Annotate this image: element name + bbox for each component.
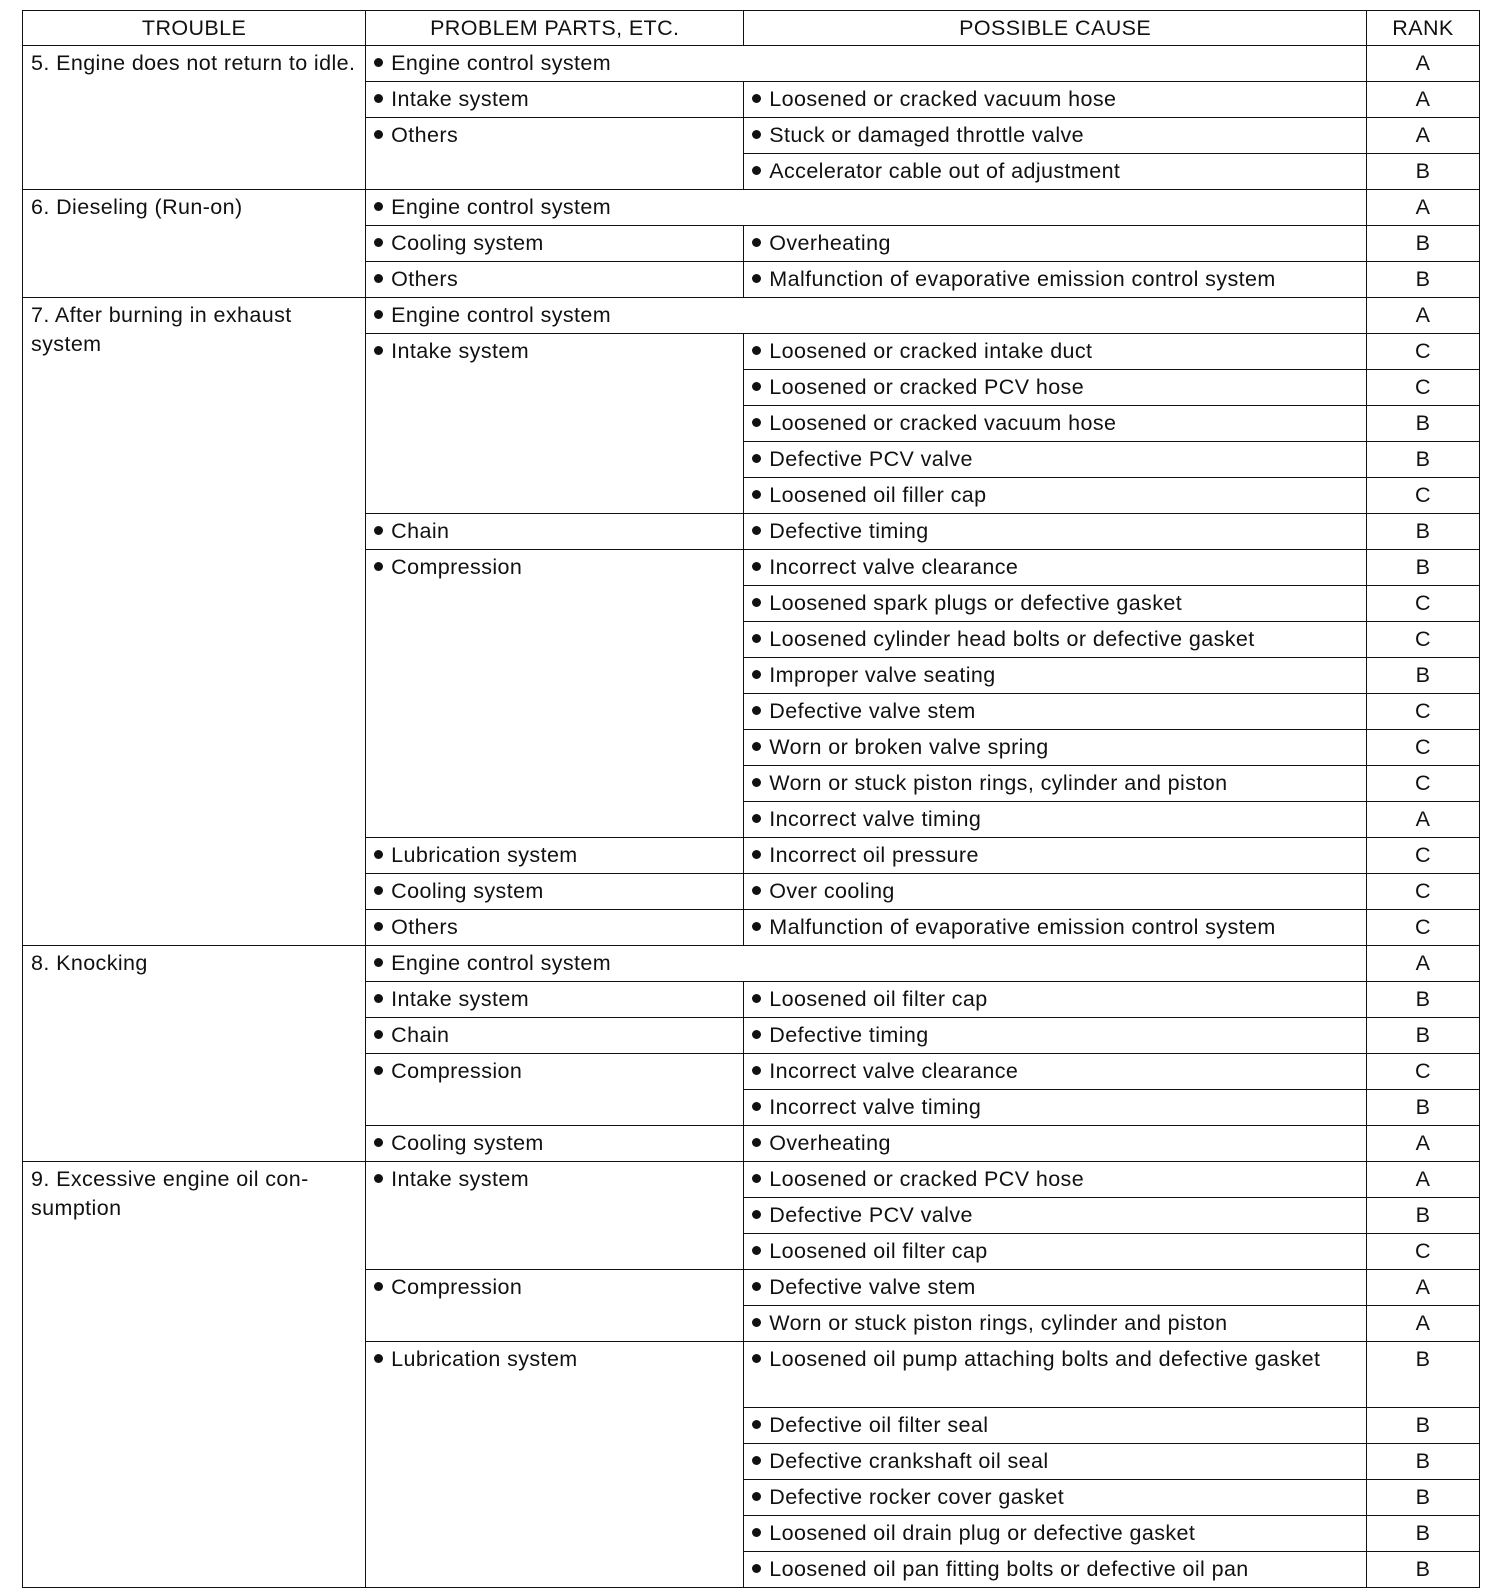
possible-cause-cell — [744, 406, 1367, 442]
rank-cell: B — [1366, 1342, 1479, 1408]
bullet-icon — [752, 1138, 761, 1147]
trouble-cell: 9. Excessive engine oil con-sumption — [23, 1162, 366, 1588]
bullet-icon — [752, 1456, 761, 1465]
rank-cell: B — [1366, 1408, 1479, 1444]
bullet-icon — [374, 1354, 383, 1363]
possible-cause-label: Incorrect valve timing — [769, 1095, 982, 1119]
bullet-icon — [374, 850, 383, 859]
bullet-icon — [752, 1528, 761, 1537]
bullet-icon — [752, 1318, 761, 1327]
rank-cell: A — [1366, 1126, 1479, 1162]
possible-cause-label: Loosened oil filter cap — [769, 1239, 988, 1263]
possible-cause-label: Loosened or cracked vacuum hose — [769, 87, 1117, 111]
possible-cause-cell — [744, 1018, 1367, 1054]
problem-part-label: Intake system — [391, 1167, 530, 1191]
bullet-icon — [752, 418, 761, 427]
header-trouble: TROUBLE — [23, 11, 366, 46]
problem-part-label: Cooling system — [391, 879, 544, 903]
problem-part-cell — [366, 298, 1367, 334]
bullet-icon — [752, 1420, 761, 1429]
problem-part-label: Compression — [391, 1275, 523, 1299]
possible-cause-label: Defective oil filter seal — [769, 1413, 989, 1437]
bullet-icon — [752, 382, 761, 391]
possible-cause-label: Loosened or cracked PCV hose — [769, 1167, 1085, 1191]
possible-cause-label: Defective PCV valve — [769, 1203, 973, 1227]
rank-cell: A — [1366, 946, 1479, 982]
rank-cell: C — [1366, 1234, 1479, 1270]
possible-cause-cell — [744, 622, 1367, 658]
bullet-icon — [752, 670, 761, 679]
bullet-icon — [752, 1282, 761, 1291]
rank-cell: B — [1366, 442, 1479, 478]
possible-cause-cell — [744, 1306, 1367, 1342]
rank-cell: B — [1366, 982, 1479, 1018]
bullet-icon — [752, 778, 761, 787]
problem-part-label: Engine control system — [391, 951, 612, 975]
possible-cause-label: Loosened oil filter cap — [769, 987, 988, 1011]
problem-part-label: Intake system — [391, 87, 530, 111]
possible-cause-label: Loosened oil pump attaching bolts and defective gasket — [769, 1347, 1321, 1371]
possible-cause-cell — [744, 1444, 1367, 1480]
bullet-icon — [752, 274, 761, 283]
rank-cell: A — [1366, 46, 1479, 82]
bullet-icon — [374, 526, 383, 535]
possible-cause-label: Malfunction of evaporative emission control system — [769, 267, 1276, 291]
header-row — [23, 11, 1480, 46]
problem-part-label: Others — [391, 123, 459, 147]
bullet-icon — [752, 562, 761, 571]
rank-cell: C — [1366, 838, 1479, 874]
possible-cause-cell — [744, 874, 1367, 910]
possible-cause-label: Worn or broken valve spring — [769, 735, 1049, 759]
bullet-icon — [374, 94, 383, 103]
troubleshooting-table — [22, 10, 1480, 1588]
problem-part-cell — [366, 550, 744, 838]
bullet-icon — [374, 922, 383, 931]
problem-part-cell — [366, 262, 744, 298]
trouble-cell: 8. Knocking — [23, 946, 366, 1162]
rank-cell: B — [1366, 550, 1479, 586]
possible-cause-label: Stuck or damaged throttle valve — [769, 123, 1085, 147]
problem-part-cell — [366, 910, 744, 946]
problem-part-cell — [366, 874, 744, 910]
bullet-icon — [752, 526, 761, 535]
bullet-icon — [374, 274, 383, 283]
bullet-icon — [752, 1102, 761, 1111]
bullet-icon — [374, 130, 383, 139]
rank-cell: B — [1366, 1018, 1479, 1054]
bullet-icon — [374, 310, 383, 319]
bullet-icon — [752, 490, 761, 499]
bullet-icon — [752, 1174, 761, 1183]
possible-cause-cell — [744, 118, 1367, 154]
possible-cause-label: Incorrect valve timing — [769, 807, 982, 831]
table-row — [23, 1162, 1480, 1198]
problem-part-cell — [366, 1018, 744, 1054]
possible-cause-label: Defective valve stem — [769, 699, 976, 723]
problem-part-cell — [366, 1054, 744, 1126]
rank-cell: A — [1366, 1162, 1479, 1198]
bullet-icon — [752, 1210, 761, 1219]
bullet-icon — [752, 1354, 761, 1363]
possible-cause-label: Defective rocker cover gasket — [769, 1485, 1065, 1509]
possible-cause-label: Loosened or cracked intake duct — [769, 339, 1093, 363]
possible-cause-cell — [744, 1552, 1367, 1588]
bullet-icon — [374, 1174, 383, 1183]
possible-cause-cell — [744, 1270, 1367, 1306]
bullet-icon — [374, 1066, 383, 1075]
rank-cell: B — [1366, 262, 1479, 298]
possible-cause-cell — [744, 1054, 1367, 1090]
bullet-icon — [752, 742, 761, 751]
problem-part-label: Chain — [391, 1023, 450, 1047]
possible-cause-label: Accelerator cable out of adjustment — [769, 159, 1121, 183]
table-row — [23, 46, 1480, 82]
rank-cell: B — [1366, 1480, 1479, 1516]
rank-cell: B — [1366, 1516, 1479, 1552]
possible-cause-cell — [744, 1090, 1367, 1126]
possible-cause-cell — [744, 1126, 1367, 1162]
possible-cause-cell — [744, 1408, 1367, 1444]
problem-part-label: Lubrication system — [391, 843, 578, 867]
possible-cause-cell — [744, 730, 1367, 766]
rank-cell: B — [1366, 1090, 1479, 1126]
bullet-icon — [374, 994, 383, 1003]
possible-cause-cell — [744, 1342, 1367, 1408]
problem-part-cell — [366, 946, 1367, 982]
trouble-cell: 7. After burning in exhaust system — [23, 298, 366, 946]
possible-cause-cell — [744, 154, 1367, 190]
bullet-icon — [752, 346, 761, 355]
rank-cell: B — [1366, 1552, 1479, 1588]
possible-cause-label: Loosened cylinder head bolts or defective gasket — [769, 627, 1255, 651]
problem-part-cell — [366, 334, 744, 514]
problem-part-cell — [366, 82, 744, 118]
possible-cause-label: Overheating — [769, 1131, 891, 1155]
possible-cause-label: Loosened or cracked vacuum hose — [769, 411, 1117, 435]
rank-cell: A — [1366, 82, 1479, 118]
bullet-icon — [752, 1066, 761, 1075]
possible-cause-label: Loosened or cracked PCV hose — [769, 375, 1085, 399]
possible-cause-label: Worn or stuck piston rings, cylinder and piston — [769, 1311, 1228, 1335]
possible-cause-cell — [744, 766, 1367, 802]
rank-cell: B — [1366, 658, 1479, 694]
bullet-icon — [752, 706, 761, 715]
problem-part-cell — [366, 1342, 744, 1588]
bullet-icon — [374, 202, 383, 211]
possible-cause-cell — [744, 82, 1367, 118]
rank-cell: C — [1366, 766, 1479, 802]
problem-part-label: Cooling system — [391, 1131, 544, 1155]
possible-cause-cell — [744, 586, 1367, 622]
possible-cause-label: Overheating — [769, 231, 891, 255]
rank-cell: B — [1366, 406, 1479, 442]
possible-cause-label: Loosened oil filler cap — [769, 483, 987, 507]
possible-cause-cell — [744, 1480, 1367, 1516]
bullet-icon — [752, 598, 761, 607]
rank-cell: C — [1366, 694, 1479, 730]
rank-cell: A — [1366, 190, 1479, 226]
bullet-icon — [752, 166, 761, 175]
problem-part-cell — [366, 1126, 744, 1162]
possible-cause-cell — [744, 514, 1367, 550]
bullet-icon — [752, 238, 761, 247]
possible-cause-cell — [744, 1234, 1367, 1270]
bullet-icon — [752, 994, 761, 1003]
problem-part-label: Cooling system — [391, 231, 544, 255]
possible-cause-cell — [744, 982, 1367, 1018]
problem-part-label: Others — [391, 267, 459, 291]
problem-part-cell — [366, 1270, 744, 1342]
problem-part-label: Engine control system — [391, 51, 612, 75]
rank-cell: C — [1366, 730, 1479, 766]
possible-cause-label: Over cooling — [769, 879, 895, 903]
possible-cause-cell — [744, 838, 1367, 874]
bullet-icon — [752, 1246, 761, 1255]
possible-cause-label: Loosened spark plugs or defective gasket — [769, 591, 1183, 615]
problem-part-cell — [366, 226, 744, 262]
bullet-icon — [752, 886, 761, 895]
bullet-icon — [752, 454, 761, 463]
possible-cause-label: Incorrect oil pressure — [769, 843, 979, 867]
problem-part-cell — [366, 982, 744, 1018]
bullet-icon — [752, 634, 761, 643]
possible-cause-cell — [744, 910, 1367, 946]
rank-cell: C — [1366, 586, 1479, 622]
possible-cause-cell — [744, 1516, 1367, 1552]
problem-part-cell — [366, 118, 744, 190]
header-rank: RANK — [1366, 11, 1479, 46]
possible-cause-cell — [744, 694, 1367, 730]
bullet-icon — [374, 1138, 383, 1147]
possible-cause-cell — [744, 1198, 1367, 1234]
problem-part-label: Lubrication system — [391, 1347, 578, 1371]
table-row — [23, 298, 1480, 334]
problem-part-cell — [366, 46, 1367, 82]
bullet-icon — [374, 958, 383, 967]
problem-part-cell — [366, 514, 744, 550]
table-row — [23, 946, 1480, 982]
rank-cell: A — [1366, 802, 1479, 838]
possible-cause-label: Defective timing — [769, 519, 929, 543]
problem-part-label: Intake system — [391, 339, 530, 363]
problem-part-label: Compression — [391, 555, 523, 579]
bullet-icon — [374, 346, 383, 355]
bullet-icon — [374, 562, 383, 571]
possible-cause-cell — [744, 370, 1367, 406]
problem-part-label: Engine control system — [391, 195, 612, 219]
possible-cause-label: Defective PCV valve — [769, 447, 973, 471]
bullet-icon — [374, 886, 383, 895]
problem-part-label: Chain — [391, 519, 450, 543]
possible-cause-label: Loosened oil drain plug or defective gasket — [769, 1521, 1196, 1545]
problem-part-cell — [366, 1162, 744, 1270]
rank-cell: B — [1366, 154, 1479, 190]
table-body — [23, 46, 1480, 1588]
possible-cause-label: Improper valve seating — [769, 663, 996, 687]
bullet-icon — [752, 1492, 761, 1501]
possible-cause-cell — [744, 550, 1367, 586]
possible-cause-cell — [744, 226, 1367, 262]
bullet-icon — [752, 130, 761, 139]
possible-cause-cell — [744, 334, 1367, 370]
trouble-cell: 5. Engine does not return to idle. — [23, 46, 366, 190]
trouble-cell: 6. Dieseling (Run-on) — [23, 190, 366, 298]
rank-cell: B — [1366, 226, 1479, 262]
rank-cell: A — [1366, 1270, 1479, 1306]
possible-cause-cell — [744, 1162, 1367, 1198]
possible-cause-label: Defective valve stem — [769, 1275, 976, 1299]
rank-cell: C — [1366, 622, 1479, 658]
possible-cause-cell — [744, 262, 1367, 298]
possible-cause-cell — [744, 658, 1367, 694]
rank-cell: A — [1366, 1306, 1479, 1342]
rank-cell: C — [1366, 910, 1479, 946]
bullet-icon — [752, 922, 761, 931]
problem-part-cell — [366, 838, 744, 874]
possible-cause-label: Incorrect valve clearance — [769, 1059, 1019, 1083]
possible-cause-cell — [744, 478, 1367, 514]
rank-cell: A — [1366, 298, 1479, 334]
rank-cell: C — [1366, 370, 1479, 406]
bullet-icon — [374, 1282, 383, 1291]
possible-cause-label: Loosened oil pan fitting bolts or defective oil pan — [769, 1557, 1249, 1581]
bullet-icon — [374, 58, 383, 67]
rank-cell: B — [1366, 1444, 1479, 1480]
rank-cell: A — [1366, 118, 1479, 154]
problem-part-label: Others — [391, 915, 459, 939]
possible-cause-cell — [744, 802, 1367, 838]
possible-cause-label: Defective timing — [769, 1023, 929, 1047]
possible-cause-label: Worn or stuck piston rings, cylinder and piston — [769, 771, 1228, 795]
bullet-icon — [752, 850, 761, 859]
rank-cell: C — [1366, 874, 1479, 910]
troubleshooting-sheet — [22, 10, 1480, 1590]
bullet-icon — [374, 238, 383, 247]
bullet-icon — [374, 1030, 383, 1039]
problem-part-label: Intake system — [391, 987, 530, 1011]
bullet-icon — [752, 814, 761, 823]
problem-part-cell — [366, 190, 1367, 226]
rank-cell: B — [1366, 1198, 1479, 1234]
header-possible-cause: POSSIBLE CAUSE — [744, 11, 1367, 46]
rank-cell: C — [1366, 478, 1479, 514]
rank-cell: C — [1366, 1054, 1479, 1090]
bullet-icon — [752, 94, 761, 103]
rank-cell: B — [1366, 514, 1479, 550]
possible-cause-label: Malfunction of evaporative emission control system — [769, 915, 1276, 939]
problem-part-label: Compression — [391, 1059, 523, 1083]
possible-cause-cell — [744, 442, 1367, 478]
possible-cause-label: Incorrect valve clearance — [769, 555, 1019, 579]
header-problem-parts: PROBLEM PARTS, ETC. — [366, 11, 744, 46]
table-row — [23, 190, 1480, 226]
possible-cause-label: Defective crankshaft oil seal — [769, 1449, 1049, 1473]
bullet-icon — [752, 1564, 761, 1573]
rank-cell: C — [1366, 334, 1479, 370]
problem-part-label: Engine control system — [391, 303, 612, 327]
bullet-icon — [752, 1030, 761, 1039]
